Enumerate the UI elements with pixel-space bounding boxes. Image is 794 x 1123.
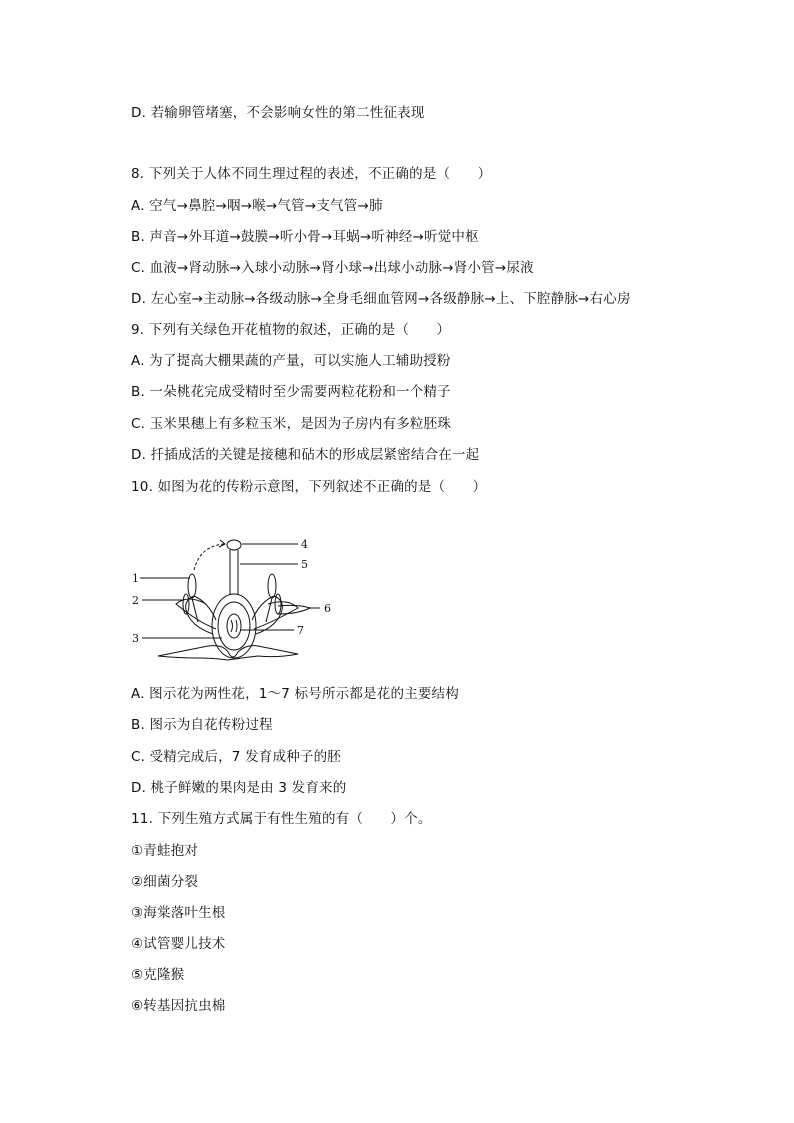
ovary-shape (212, 594, 256, 658)
q8-option-a: A. 空气→鼻腔→咽→喉→气管→支气管→肺 (131, 198, 383, 214)
q10-option-d: D. 桃子鲜嫩的果肉是由 3 发育来的 (131, 780, 347, 796)
right-anther (268, 574, 276, 598)
figure-label-7: 7 (297, 624, 304, 637)
q7-option-d: D. 若输卵管堵塞，不会影响女性的第二性征表现 (131, 105, 425, 121)
q11-item-4: ④试管婴儿技术 (131, 936, 226, 952)
q11-item-3: ③海棠落叶生根 (131, 905, 226, 921)
figure-label-3: 3 (132, 632, 139, 645)
q9-option-d: D. 扦插成活的关键是接穗和砧木的形成层紧密结合在一起 (131, 447, 480, 463)
style-shape (230, 550, 238, 594)
q10-option-a: A. 图示花为两性花，1～7 标号所示都是花的主要结构 (131, 686, 459, 702)
q8-stem: 8. 下列关于人体不同生理过程的表述，不正确的是（ ） (131, 166, 492, 182)
q8-option-d: D. 左心室→主动脉→各级动脉→全身毛细血管网→各级静脉→上、下腔静脉→右心房 (131, 291, 631, 307)
q11-stem: 11. 下列生殖方式属于有性生殖的有（ ）个。 (131, 811, 432, 827)
figure-label-2: 2 (132, 594, 139, 607)
q11-item-6: ⑥转基因抗虫棉 (131, 998, 226, 1014)
q9-option-b: B. 一朵桃花完成受精时至少需要两粒花粉和一个精子 (131, 384, 451, 400)
stigma-shape (227, 540, 241, 550)
q11-item-1: ①青蛙抱对 (131, 843, 199, 859)
q11-item-5: ⑤克隆猴 (131, 967, 185, 983)
pollination-arrow (194, 544, 224, 570)
figure-label-1: 1 (132, 572, 139, 585)
ovule-shape (227, 614, 241, 638)
figure-label-5: 5 (301, 558, 308, 571)
q9-option-a: A. 为了提高大棚果蔬的产量，可以实施人工辅助授粉 (131, 353, 451, 369)
q10-option-b: B. 图示为自花传粉过程 (131, 717, 273, 733)
q10-stem: 10. 如图为花的传粉示意图，下列叙述不正确的是（ ） (131, 479, 487, 495)
figure-label-4: 4 (301, 538, 308, 551)
flower-diagram-svg (128, 534, 348, 674)
q9-stem: 9. 下列有关绿色开花植物的叙述，正确的是（ ） (131, 322, 451, 338)
q9-option-c: C. 玉米果穗上有多粒玉米，是因为子房内有多粒胚珠 (131, 416, 452, 432)
q11-item-2: ②细菌分裂 (131, 874, 199, 890)
figure-label-6: 6 (324, 602, 331, 615)
q8-option-c: C. 血液→肾动脉→入球小动脉→肾小球→出球小动脉→肾小管→尿液 (131, 260, 534, 276)
q10-option-c: C. 受精完成后，7 发育成种子的胚 (131, 749, 341, 765)
flower-pollination-diagram (128, 534, 348, 674)
q8-option-b: B. 声音→外耳道→鼓膜→听小骨→耳蜗→听神经→听觉中枢 (131, 229, 479, 245)
